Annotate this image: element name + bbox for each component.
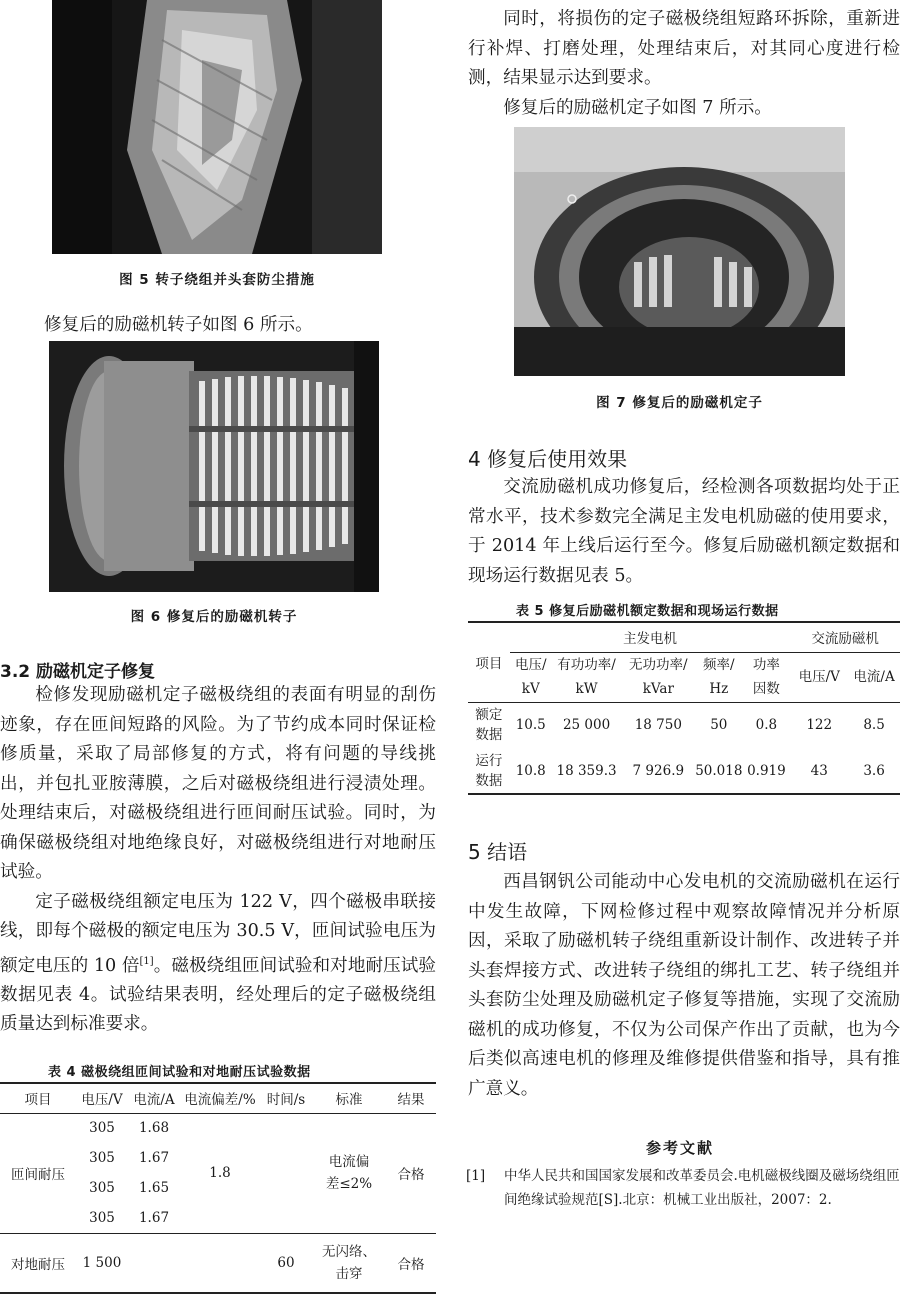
- table-cell: 305: [89, 1180, 115, 1196]
- section-4-body: [468, 473, 900, 591]
- table-4-header: 项目: [24, 1092, 52, 1109]
- table-cell: [128, 1233, 180, 1293]
- table-4-header: 电压/V: [81, 1092, 123, 1109]
- figure-6-photo: [49, 341, 379, 592]
- table-cell: 305: [89, 1120, 115, 1137]
- table-row: [468, 748, 900, 794]
- section-3-2-body: [0, 681, 436, 1040]
- table-cell-item: 对地耐压: [11, 1256, 65, 1273]
- section-3-2-para-1: 检修发现励磁机定子磁极绕组的表面有明显的刮伤迹象，存在匝间短路的风险。为了节约成本同时保证检修质量，采取了局部修复的方式，将有问题的导线挑出，并包扎亚胺薄膜，之后对磁极绕组进行浸渍处理。处理结束后，对磁极绕组进行匝间耐压试验。同时，为确保磁极绕组对地绝缘良好，对磁极绕组进行对地耐压试验。: [0, 685, 436, 882]
- table-5-group-main: 主发电机: [510, 622, 791, 652]
- section-5-body: [468, 868, 900, 1104]
- table-cell: 305: [89, 1150, 115, 1166]
- table-4-title: 表 4 磁极绕组匝间试验和对地耐压试验数据: [48, 1065, 311, 1080]
- table-row-label: 运行 数据: [475, 752, 503, 789]
- figure-7-caption: 图 7 修复后的励磁机定子: [596, 395, 763, 411]
- table-cell: 18 359.3: [556, 762, 617, 779]
- table-4: [0, 1082, 436, 1294]
- table-5: [468, 621, 900, 795]
- table-cell: 43: [810, 762, 828, 779]
- table-5-header: 电流/A: [853, 669, 895, 685]
- figure-7-intro: 修复后的励磁机定子如图 7 所示。: [503, 97, 772, 118]
- table-cell-item: 匝间耐压: [11, 1167, 65, 1183]
- figure-6-intro: [44, 311, 444, 341]
- figure-7-photo: [514, 127, 845, 376]
- table-cell: 122: [806, 717, 833, 734]
- table-cell: 3.6: [863, 762, 885, 779]
- table-4-header: 结果: [397, 1092, 425, 1109]
- table-row: [468, 702, 900, 748]
- table-cell: 25 000: [562, 717, 611, 734]
- table-4-header-row: [0, 1083, 436, 1113]
- table-5-header-row: [468, 652, 900, 702]
- figure-5-caption: 图 5 转子绕组并头套防尘措施: [119, 272, 315, 288]
- section-5-heading: 5 结语: [468, 840, 528, 864]
- table-cell: 1.8: [209, 1165, 231, 1181]
- references-heading: 参考文献: [646, 1139, 715, 1157]
- table-4-header: 电流/A: [133, 1092, 175, 1109]
- table-cell: 0.919: [747, 762, 786, 779]
- right-top-para-1: 同时，将损伤的定子磁极绕组短路环拆除，重新进行补焊、打磨处理，处理结束后，对其同心度进行检测，结果显示达到要求。: [468, 9, 900, 88]
- section-5-para: 西昌钢钒公司能动中心发电机的交流励磁机在运行中发生故障，下网检修过程中观察故障情况并分析原因，采取了励磁机转子绕组重新设计制作、改进转子并头套焊接方式、改进转子绕组的绑扎工艺、转子绕组并头套防尘处理及励磁机定子修复等措施，实现了交流励磁机的成功修复，不仅为公司保产作出了贡献，也为今后类似高速电机的修理及维修提供借鉴和指导，具有推广意义。: [468, 872, 900, 1099]
- table-5-header: 频率/ Hz: [703, 657, 735, 697]
- table-cell: 18 750: [634, 717, 682, 734]
- table-cell-standard: 无闪络、 击穿: [322, 1243, 376, 1282]
- table-cell: [180, 1233, 260, 1293]
- table-cell: 0.8: [755, 717, 778, 734]
- table-cell: 305: [89, 1209, 115, 1226]
- section-4-para: 交流励磁机成功修复后，经检测各项数据均处于正常水平，技术参数完全满足主发电机励磁的使用要求，于 2014 年上线后运行至今。修复后励磁机额定数据和现场运行数据见表 5。: [468, 477, 900, 586]
- table-5-header-item: 项目: [475, 656, 503, 673]
- table-4-header: 标准: [335, 1092, 363, 1109]
- figure-6-intro-text: 修复后的励磁机转子如图 6 所示。: [44, 315, 313, 335]
- table-5-header: 电压/V: [798, 669, 840, 685]
- table-row: [0, 1113, 436, 1143]
- table-4-header: 电流偏差/%: [184, 1092, 256, 1109]
- table-5-group-exciter: 交流励磁机: [790, 622, 900, 652]
- table-5-group-row: [468, 622, 900, 652]
- table-5-header: 功率 因数: [752, 657, 780, 697]
- table-cell: 1.67: [138, 1209, 170, 1226]
- table-cell: 10.8: [515, 762, 546, 779]
- table-cell: 10.5: [515, 717, 546, 734]
- table-5-header: 无功功率/ kVar: [629, 657, 688, 697]
- right-top-body: [468, 5, 900, 123]
- section-4-heading: 4 修复后使用效果: [468, 447, 628, 471]
- citation-ref-1: [1]: [139, 955, 154, 967]
- table-cell: 7 926.9: [632, 762, 685, 779]
- table-cell: 60: [277, 1254, 295, 1271]
- table-row-label: 额定 数据: [475, 707, 503, 744]
- table-5-title: 表 5 修复后励磁机额定数据和现场运行数据: [516, 604, 779, 619]
- table-cell: 50.018: [695, 762, 743, 779]
- section-3-2-para-2: 定子磁极绕组额定电压为 122 V，四个磁极串联接线，即每个磁极的额定电压为 30.5 V，匝间试验电压为额定电压的 10 倍[1]。磁极绕组匝间试验和对地耐压试验数据见表 4。试验结果表明，经处理后的定子磁极绕组质量达到标准要求。: [0, 891, 436, 1035]
- table-cell: [260, 1113, 312, 1233]
- table-5-header: 电压/ kV: [514, 657, 547, 697]
- table-cell-standard: 电流偏 差≤2%: [325, 1154, 373, 1192]
- table-4-header: 时间/s: [266, 1092, 306, 1109]
- table-cell: 1.68: [138, 1120, 170, 1137]
- figure-5-photo: [52, 0, 382, 254]
- figure-6-caption: 图 6 修复后的励磁机转子: [130, 609, 298, 625]
- table-cell: 8.5: [863, 717, 885, 734]
- table-cell-result: 合格: [397, 1256, 425, 1273]
- table-row: [0, 1233, 436, 1293]
- reference-number: [1]: [466, 1168, 486, 1184]
- table-cell: 1.65: [138, 1180, 170, 1196]
- reference-item: [466, 1164, 900, 1212]
- table-cell-result: 合格: [397, 1167, 425, 1183]
- table-5-header: 有功功率/ kW: [557, 657, 616, 697]
- table-cell: 1 500: [82, 1254, 122, 1271]
- table-cell: 50: [710, 717, 728, 734]
- table-cell: 1.67: [138, 1150, 170, 1166]
- reference-text: 中华人民共和国国家发展和改革委员会.电机磁极线圈及磁场绕组匝间绝缘试验规范[S].北京：机械工业出版社，2007：2.: [504, 1168, 900, 1208]
- section-3-2-heading: 3.2 励磁机定子修复: [0, 662, 156, 682]
